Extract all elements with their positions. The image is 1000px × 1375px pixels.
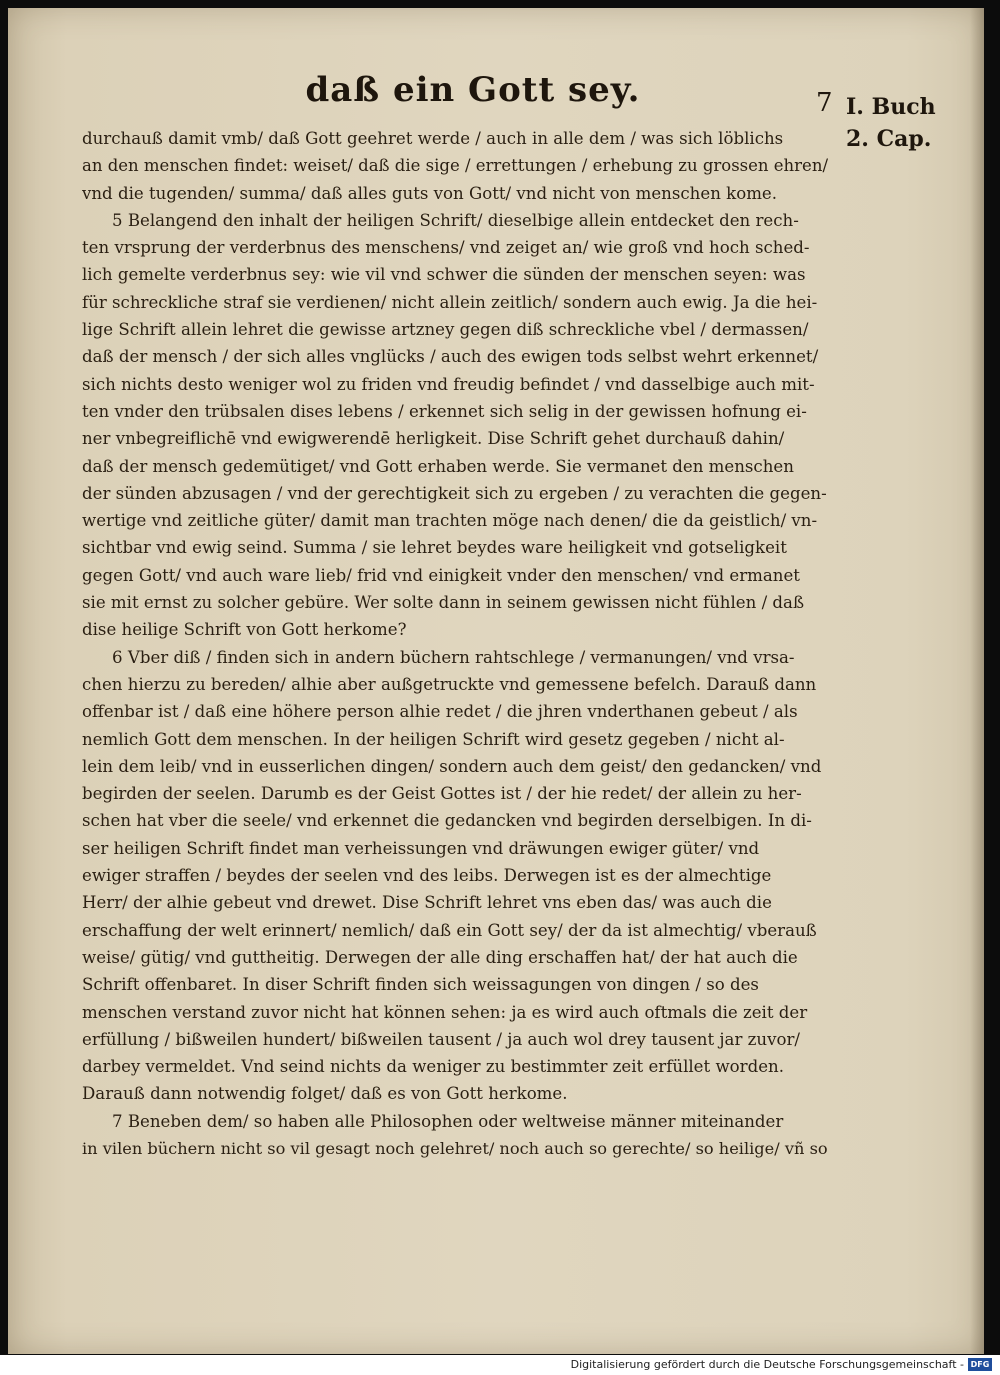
text-line: ner vnbegreiflichē vnd ewigwerendē herligkeit. Dise Schrift gehet durchauß dahin/ [82, 429, 785, 449]
text-line: weise/ gütig/ vnd guttheitig. Derwegen der alle ding erschaffen hat/ der hat auch die [82, 947, 798, 967]
text-line: ser heiligen Schrift findet man verheissungen vnd dräwungen ewiger güter/ vnd [82, 838, 760, 858]
text-line: chen hierzu zu bereden/ alhie aber außgetruckte vnd gemessene befelch. Darauß dann [82, 674, 817, 694]
text-line: ten vnder den trübsalen dises lebens / erkennet sich selig in der gewissen hofnung ei- [82, 401, 807, 421]
text-line: an den menschen findet: weiset/ daß die sige / errettungen / erhebung zu grossen ehren/ [82, 156, 828, 176]
text-line: dise heilige Schrift von Gott herkome? [82, 620, 407, 640]
text-line: in vilen büchern nicht so vil gesagt noch gelehret/ noch auch so gerechte/ so heilige/ vñ so [82, 1138, 828, 1158]
text-line: für schreckliche straf sie verdienen/ nicht allein zeitlich/ sondern auch ewig. Ja die hei- [82, 292, 818, 312]
text-line: darbey vermeldet. Vnd seind nichts da weniger zu bestimmter zeit erfüllet worden. [82, 1057, 784, 1077]
text-line: offenbar ist / daß eine höhere person alhie redet / die jhren vnderthanen gebeut / als [82, 702, 798, 722]
page-edge-shadow [970, 8, 984, 1354]
text-line: lige Schrift allein lehret die gewisse artzney gegen diß schreckliche vbel / dermassen/ [82, 320, 809, 340]
text-line: wertige vnd zeitliche güter/ damit man trachten möge nach denen/ die da geistlich/ vn- [82, 511, 818, 531]
text-line: ten vrsprung der verderbnus des menschens/ vnd zeiget an/ wie groß vnd hoch sched- [82, 238, 810, 258]
text-line: sichtbar vnd ewig seind. Summa / sie lehret beydes ware heiligkeit vnd gotseligkeit [82, 538, 787, 558]
page-number: 7 [816, 88, 833, 118]
text-line: nemlich Gott dem menschen. In der heiligen Schrift wird gesetz gegeben / nicht al- [82, 729, 785, 749]
digitization-credit: Digitalisierung gefördert durch die Deutsche Forschungsgemeinschaft - [570, 1358, 964, 1371]
running-head: daß ein Gott sey. [305, 70, 641, 110]
text-line: daß der mensch gedemütiget/ vnd Gott erhaben werde. Sie vermanet den menschen [82, 456, 794, 476]
text-line: erschaffung der welt erinnert/ nemlich/ daß ein Gott sey/ der da ist almechtig/ vberauß [82, 920, 817, 940]
text-line: 6 Vber diß / finden sich in andern büchern rahtschlege / vermanungen/ vnd vrsa- [112, 647, 795, 667]
marginal-book-label: I. Buch [846, 94, 936, 120]
text-line: vnd die tugenden/ summa/ daß alles guts von Gott/ vnd nicht von menschen kome. [82, 183, 778, 203]
text-line: Darauß dann notwendig folget/ daß es von Gott herkome. [82, 1084, 568, 1104]
text-line: Schrift offenbaret. In diser Schrift finden sich weissagungen von dingen / so des [82, 975, 759, 995]
text-line: 7 Beneben dem/ so haben alle Philosophen oder weltweise männer miteinander [112, 1111, 784, 1131]
marginal-chapter-label: 2. Cap. [846, 126, 932, 152]
text-line: ewiger straffen / beydes der seelen vnd des leibs. Derwegen ist es der almechtige [82, 866, 772, 886]
text-line: menschen verstand zuvor nicht hat können sehen: ja es wird auch oftmals die zeit der [82, 1002, 808, 1022]
text-line: durchauß damit vmb/ daß Gott geehret werde / auch in alle dem / was sich löblichs [82, 129, 784, 148]
text-line: sie mit ernst zu solcher gebüre. Wer solte dann in seinem gewissen nicht fühlen / daß [82, 593, 805, 613]
text-line: lein dem leib/ vnd in eusserlichen dingen/ sondern auch dem geist/ den gedancken/ vnd [82, 756, 822, 776]
text-line: sich nichts desto weniger wol zu friden vnd freudig befindet / vnd dasselbige auch mit- [82, 374, 815, 394]
text-line: schen hat vber die seele/ vnd erkennet die gedancken vnd begirden derselbigen. In di- [82, 811, 812, 831]
text-line: lich gemelte verderbnus sey: wie vil vnd schwer die sünden der menschen seyen: was [82, 265, 806, 285]
text-line: gegen Gott/ vnd auch ware lieb/ frid vnd einigkeit vnder den menschen/ vnd ermanet [82, 565, 800, 585]
text-line: daß der mensch / der sich alles vnglücks / auch des ewigen tods selbst wehrt erkennet/ [82, 347, 819, 367]
text-line: Herr/ der alhie gebeut vnd drewet. Dise Schrift lehret vns eben das/ was auch die [82, 893, 772, 913]
body-text [82, 125, 828, 1162]
text-line: der sünden abzusagen / vnd der gerechtigkeit sich zu ergeben / zu verachten die gegen- [82, 483, 827, 503]
text-line: erfüllung / bißweilen hundert/ bißweilen tausent / ja auch wol drey tausent jar zuvor/ [82, 1029, 800, 1049]
text-line: 5 Belangend den inhalt der heiligen Schrift/ dieselbige allein entdecket den rech- [112, 210, 799, 230]
book-page [8, 8, 984, 1354]
dfg-logo: DFG [968, 1358, 992, 1371]
text-line: begirden der seelen. Darumb es der Geist Gottes ist / der hie redet/ der allein zu her- [82, 784, 802, 804]
